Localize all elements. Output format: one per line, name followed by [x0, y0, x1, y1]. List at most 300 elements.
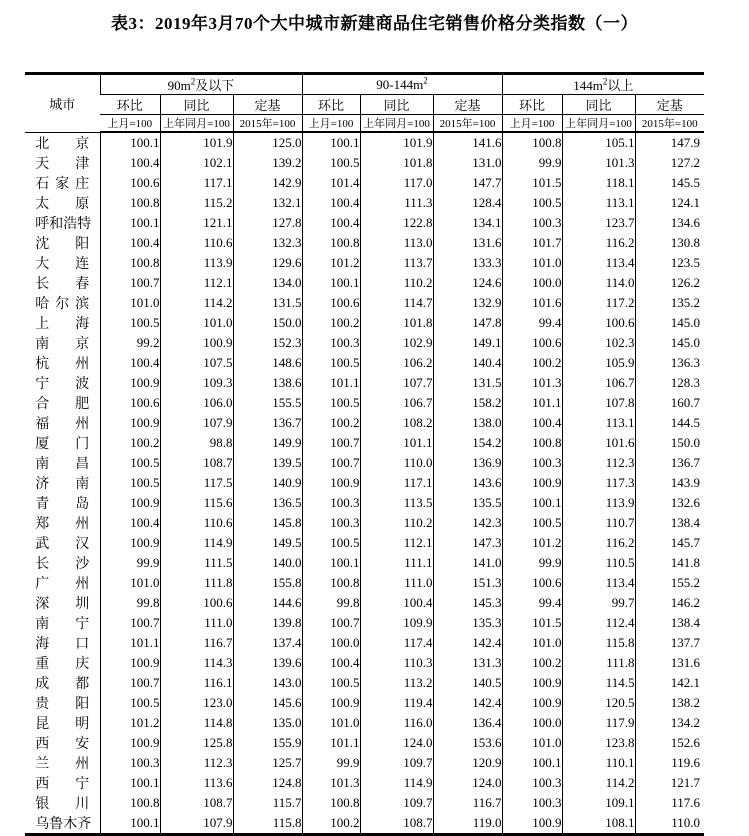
- value-cell: 101.0: [502, 633, 562, 653]
- value-cell: 100.8: [100, 193, 160, 213]
- table-row: [25, 213, 704, 233]
- value-cell: 100.1: [100, 813, 160, 835]
- value-cell: 101.2: [502, 533, 562, 553]
- value-cell: 136.7: [233, 413, 302, 433]
- value-cell: 116.7: [433, 793, 502, 813]
- city-cell: [25, 733, 100, 753]
- value-cell: 142.3: [433, 513, 502, 533]
- value-cell: 100.5: [502, 513, 562, 533]
- value-cell: 113.5: [360, 493, 433, 513]
- value-cell: 101.4: [302, 173, 360, 193]
- value-cell: 100.3: [502, 793, 562, 813]
- value-cell: 145.8: [233, 513, 302, 533]
- group-header-row: [25, 74, 704, 95]
- city-name: 银川: [35, 796, 90, 812]
- city-name: 福州: [35, 416, 90, 432]
- value-cell: 100.1: [100, 773, 160, 793]
- table-row: [25, 773, 704, 793]
- city-name: 成都: [35, 676, 90, 692]
- city-name: 昆明: [35, 716, 90, 732]
- value-cell: 101.1: [302, 733, 360, 753]
- value-cell: 102.3: [562, 333, 635, 353]
- value-cell: 100.2: [302, 313, 360, 333]
- value-cell: 116.1: [160, 673, 233, 693]
- value-cell: 138.0: [433, 413, 502, 433]
- city-name: 深圳: [35, 596, 90, 612]
- metric-header-cell: 同比: [562, 95, 635, 115]
- value-cell: 100.5: [302, 153, 360, 173]
- value-cell: 100.4: [100, 153, 160, 173]
- value-cell: 145.6: [233, 693, 302, 713]
- table-row: [25, 353, 704, 373]
- value-cell: 110.2: [360, 273, 433, 293]
- value-cell: 100.8: [302, 573, 360, 593]
- city-name: 上海: [35, 316, 90, 332]
- superscript: 2: [190, 76, 196, 87]
- value-cell: 118.1: [562, 173, 635, 193]
- value-cell: 136.3: [635, 353, 704, 373]
- value-cell: 100.9: [302, 693, 360, 713]
- value-cell: 110.0: [360, 453, 433, 473]
- value-cell: 101.7: [502, 233, 562, 253]
- value-cell: 110.3: [360, 653, 433, 673]
- value-cell: 100.2: [100, 433, 160, 453]
- value-cell: 132.9: [433, 293, 502, 313]
- value-cell: 100.9: [100, 653, 160, 673]
- base-header-cell: 上月=100: [302, 115, 360, 133]
- city-name: 贵阳: [35, 696, 90, 712]
- city-cell: [25, 773, 100, 793]
- value-cell: 139.5: [233, 453, 302, 473]
- value-cell: 107.5: [160, 353, 233, 373]
- value-cell: 100.4: [360, 593, 433, 613]
- value-cell: 113.9: [562, 493, 635, 513]
- value-cell: 99.9: [302, 753, 360, 773]
- table-row: [25, 473, 704, 493]
- city-cell: [25, 633, 100, 653]
- value-cell: 99.8: [100, 593, 160, 613]
- city-name: 沈阳: [35, 236, 90, 252]
- value-cell: 149.1: [433, 333, 502, 353]
- value-cell: 100.5: [302, 673, 360, 693]
- value-cell: 139.6: [233, 653, 302, 673]
- value-cell: 102.1: [160, 153, 233, 173]
- value-cell: 100.8: [502, 132, 562, 153]
- city-cell: [25, 573, 100, 593]
- table-row: [25, 153, 704, 173]
- table-row: [25, 413, 704, 433]
- value-cell: 100.8: [302, 793, 360, 813]
- table-row: [25, 813, 704, 835]
- value-cell: 100.3: [302, 493, 360, 513]
- value-cell: 132.1: [233, 193, 302, 213]
- value-cell: 136.4: [433, 713, 502, 733]
- value-cell: 110.0: [635, 813, 704, 835]
- value-cell: 150.0: [635, 433, 704, 453]
- value-cell: 100.1: [100, 213, 160, 233]
- group-label-part: 及以下: [195, 78, 235, 93]
- value-cell: 100.7: [100, 613, 160, 633]
- value-cell: 100.4: [302, 193, 360, 213]
- city-cell: [25, 293, 100, 313]
- group-label-part: 90m: [167, 78, 191, 93]
- value-cell: 134.1: [433, 213, 502, 233]
- city-name: 大连: [35, 256, 90, 272]
- metric-header-cell: 定基: [433, 95, 502, 115]
- value-cell: 113.4: [562, 253, 635, 273]
- city-name: 兰州: [35, 756, 90, 772]
- value-cell: 100.1: [302, 553, 360, 573]
- city-cell: [25, 813, 100, 835]
- page-title: 表3：2019年3月70个大中城市新建商品住宅销售价格分类指数（一）: [111, 14, 638, 33]
- city-name: 太原: [35, 196, 90, 212]
- value-cell: 100.5: [502, 193, 562, 213]
- value-cell: 100.4: [100, 513, 160, 533]
- value-cell: 116.2: [562, 233, 635, 253]
- table-row: [25, 673, 704, 693]
- value-cell: 100.8: [502, 433, 562, 453]
- value-cell: 142.1: [635, 673, 704, 693]
- value-cell: 138.4: [635, 613, 704, 633]
- metric-header-cell: 定基: [635, 95, 704, 115]
- value-cell: 134.0: [233, 273, 302, 293]
- city-name: 天津: [35, 156, 90, 172]
- table-row: [25, 533, 704, 553]
- table-row: [25, 613, 704, 633]
- value-cell: 129.6: [233, 253, 302, 273]
- value-cell: 101.1: [302, 373, 360, 393]
- city-name: 广州: [35, 576, 90, 592]
- table-row: [25, 273, 704, 293]
- city-name: 青岛: [35, 496, 90, 512]
- value-cell: 113.0: [360, 233, 433, 253]
- value-cell: 135.0: [233, 713, 302, 733]
- value-cell: 100.5: [302, 533, 360, 553]
- city-cell: [25, 253, 100, 273]
- value-cell: 101.9: [160, 132, 233, 153]
- metric-header-cell: 同比: [360, 95, 433, 115]
- value-cell: 111.5: [160, 553, 233, 573]
- value-cell: 111.8: [160, 573, 233, 593]
- base-header-cell: 上年同月=100: [360, 115, 433, 133]
- value-cell: 136.5: [233, 493, 302, 513]
- value-cell: 138.6: [233, 373, 302, 393]
- value-cell: 120.5: [562, 693, 635, 713]
- value-cell: 101.0: [100, 573, 160, 593]
- value-cell: 112.3: [160, 753, 233, 773]
- value-cell: 110.6: [160, 513, 233, 533]
- table-row: [25, 793, 704, 813]
- group-label-part: 144m: [573, 78, 603, 93]
- city-name: 郑州: [35, 516, 90, 532]
- value-cell: 101.1: [100, 633, 160, 653]
- value-cell: 101.2: [302, 253, 360, 273]
- value-cell: 99.9: [100, 553, 160, 573]
- city-name: 西安: [35, 736, 90, 752]
- city-cell: [25, 153, 100, 173]
- city-name: 南京: [35, 336, 90, 352]
- base-header-cell: 2015年=100: [635, 115, 704, 133]
- value-cell: 145.0: [635, 333, 704, 353]
- value-cell: 100.7: [100, 273, 160, 293]
- city-cell: [25, 473, 100, 493]
- value-cell: 100.1: [302, 273, 360, 293]
- value-cell: 117.3: [562, 473, 635, 493]
- value-cell: 101.8: [360, 153, 433, 173]
- value-cell: 113.1: [562, 413, 635, 433]
- value-cell: 136.9: [433, 453, 502, 473]
- table-row: [25, 333, 704, 353]
- value-cell: 100.8: [100, 253, 160, 273]
- city-cell: [25, 193, 100, 213]
- table-row: [25, 553, 704, 573]
- value-cell: 100.7: [100, 673, 160, 693]
- value-cell: 155.9: [233, 733, 302, 753]
- city-cell: [25, 313, 100, 333]
- value-cell: 109.9: [360, 613, 433, 633]
- value-cell: 109.7: [360, 793, 433, 813]
- city-name: 宁波: [35, 376, 90, 392]
- value-cell: 101.0: [100, 293, 160, 313]
- value-cell: 100.9: [100, 373, 160, 393]
- value-cell: 100.7: [302, 433, 360, 453]
- value-cell: 137.4: [233, 633, 302, 653]
- value-cell: 99.9: [502, 553, 562, 573]
- city-cell: [25, 673, 100, 693]
- value-cell: 113.7: [360, 253, 433, 273]
- value-cell: 100.3: [302, 333, 360, 353]
- value-cell: 100.5: [100, 693, 160, 713]
- value-cell: 116.7: [160, 633, 233, 653]
- value-cell: 124.8: [233, 773, 302, 793]
- value-cell: 135.5: [433, 493, 502, 513]
- city-cell: [25, 132, 100, 153]
- city-cell: [25, 593, 100, 613]
- city-name: 海口: [35, 636, 90, 652]
- value-cell: 132.6: [635, 493, 704, 513]
- value-cell: 100.9: [502, 813, 562, 835]
- value-cell: 133.3: [433, 253, 502, 273]
- value-cell: 111.0: [360, 573, 433, 593]
- city-name: 合肥: [35, 396, 90, 412]
- value-cell: 100.9: [100, 533, 160, 553]
- value-cell: 99.2: [100, 333, 160, 353]
- value-cell: 125.0: [233, 132, 302, 153]
- value-cell: 110.7: [562, 513, 635, 533]
- value-cell: 116.2: [562, 533, 635, 553]
- value-cell: 100.6: [502, 333, 562, 353]
- value-cell: 137.7: [635, 633, 704, 653]
- value-cell: 151.3: [433, 573, 502, 593]
- table-row: [25, 573, 704, 593]
- value-cell: 152.6: [635, 733, 704, 753]
- table-row: [25, 513, 704, 533]
- table-row: [25, 253, 704, 273]
- value-cell: 109.7: [360, 753, 433, 773]
- value-cell: 100.2: [502, 653, 562, 673]
- value-cell: 139.8: [233, 613, 302, 633]
- value-cell: 109.1: [562, 793, 635, 813]
- value-cell: 146.2: [635, 593, 704, 613]
- value-cell: 101.3: [562, 153, 635, 173]
- value-cell: 142.9: [233, 173, 302, 193]
- value-cell: 99.7: [562, 593, 635, 613]
- base-header-cell: 上年同月=100: [562, 115, 635, 133]
- value-cell: 100.6: [100, 173, 160, 193]
- value-cell: 100.7: [302, 613, 360, 633]
- value-cell: 100.5: [302, 393, 360, 413]
- value-cell: 101.0: [160, 313, 233, 333]
- value-cell: 155.8: [233, 573, 302, 593]
- city-name: 南昌: [35, 456, 90, 472]
- table-row: [25, 693, 704, 713]
- value-cell: 135.3: [433, 613, 502, 633]
- city-cell: [25, 353, 100, 373]
- value-cell: 98.8: [160, 433, 233, 453]
- city-name: 北京: [35, 136, 90, 152]
- value-cell: 107.8: [562, 393, 635, 413]
- value-cell: 140.0: [233, 553, 302, 573]
- value-cell: 107.9: [160, 413, 233, 433]
- city-cell: [25, 213, 100, 233]
- value-cell: 124.6: [433, 273, 502, 293]
- value-cell: 99.8: [302, 593, 360, 613]
- superscript: 2: [423, 75, 428, 86]
- value-cell: 110.1: [562, 753, 635, 773]
- metric-header-row: [25, 95, 704, 115]
- value-cell: 100.0: [502, 273, 562, 293]
- value-cell: 114.0: [562, 273, 635, 293]
- value-cell: 123.5: [635, 253, 704, 273]
- value-cell: 106.7: [562, 373, 635, 393]
- value-cell: 110.5: [562, 553, 635, 573]
- value-cell: 117.1: [360, 473, 433, 493]
- value-cell: 144.5: [635, 413, 704, 433]
- value-cell: 131.6: [433, 233, 502, 253]
- value-cell: 110.6: [160, 233, 233, 253]
- value-cell: 107.7: [360, 373, 433, 393]
- value-cell: 100.8: [100, 793, 160, 813]
- value-cell: 140.5: [433, 673, 502, 693]
- value-cell: 143.6: [433, 473, 502, 493]
- value-cell: 127.2: [635, 153, 704, 173]
- value-cell: 142.4: [433, 633, 502, 653]
- value-cell: 149.5: [233, 533, 302, 553]
- value-cell: 100.4: [302, 213, 360, 233]
- value-cell: 100.2: [302, 813, 360, 835]
- metric-header-cell: 环比: [302, 95, 360, 115]
- table-row: [25, 373, 704, 393]
- value-cell: 153.6: [433, 733, 502, 753]
- value-cell: 101.0: [502, 253, 562, 273]
- group-label-part: 以上: [607, 78, 634, 93]
- table-body: [25, 132, 704, 834]
- value-cell: 111.8: [562, 653, 635, 673]
- value-cell: 111.1: [360, 553, 433, 573]
- value-cell: 117.1: [160, 173, 233, 193]
- value-cell: 112.1: [360, 533, 433, 553]
- value-cell: 113.9: [160, 253, 233, 273]
- value-cell: 145.0: [635, 313, 704, 333]
- value-cell: 134.2: [635, 713, 704, 733]
- value-cell: 100.4: [502, 413, 562, 433]
- table-row: [25, 733, 704, 753]
- table-row: [25, 193, 704, 213]
- value-cell: 127.8: [233, 213, 302, 233]
- city-name: 厦门: [35, 436, 90, 452]
- city-cell: [25, 173, 100, 193]
- value-cell: 142.4: [433, 693, 502, 713]
- value-cell: 119.6: [635, 753, 704, 773]
- value-cell: 100.6: [100, 393, 160, 413]
- table-row: [25, 233, 704, 253]
- city-name: 杭州: [35, 356, 90, 372]
- city-cell: [25, 273, 100, 293]
- value-cell: 109.3: [160, 373, 233, 393]
- value-cell: 131.0: [433, 153, 502, 173]
- city-name: 呼和浩特: [35, 216, 92, 232]
- value-cell: 113.1: [562, 193, 635, 213]
- city-name: 南宁: [35, 616, 90, 632]
- value-cell: 100.3: [502, 453, 562, 473]
- value-cell: 100.3: [302, 513, 360, 533]
- base-header-cell: 上年同月=100: [160, 115, 233, 133]
- value-cell: 101.6: [502, 293, 562, 313]
- value-cell: 101.0: [302, 713, 360, 733]
- metric-header-cell: 定基: [233, 95, 302, 115]
- base-header-cell: 2015年=100: [233, 115, 302, 133]
- value-cell: 158.2: [433, 393, 502, 413]
- value-cell: 112.1: [160, 273, 233, 293]
- value-cell: 121.1: [160, 213, 233, 233]
- table-row: [25, 132, 704, 153]
- value-cell: 100.3: [502, 773, 562, 793]
- price-index-table: [25, 72, 704, 836]
- value-cell: 125.7: [233, 753, 302, 773]
- value-cell: 100.5: [100, 313, 160, 333]
- value-cell: 100.4: [100, 233, 160, 253]
- value-cell: 115.8: [233, 813, 302, 835]
- metric-header-cell: 同比: [160, 95, 233, 115]
- value-cell: 100.3: [100, 753, 160, 773]
- value-cell: 106.7: [360, 393, 433, 413]
- value-cell: 123.7: [562, 213, 635, 233]
- value-cell: 155.5: [233, 393, 302, 413]
- city-cell: [25, 753, 100, 773]
- value-cell: 122.8: [360, 213, 433, 233]
- value-cell: 100.8: [302, 233, 360, 253]
- value-cell: 108.7: [360, 813, 433, 835]
- value-cell: 140.4: [433, 353, 502, 373]
- value-cell: 131.6: [635, 653, 704, 673]
- city-name: 济南: [35, 476, 90, 492]
- value-cell: 100.2: [502, 353, 562, 373]
- value-cell: 149.9: [233, 433, 302, 453]
- value-cell: 150.0: [233, 313, 302, 333]
- city-cell: [25, 693, 100, 713]
- metric-header-cell: 环比: [502, 95, 562, 115]
- value-cell: 113.4: [562, 573, 635, 593]
- value-cell: 114.3: [160, 653, 233, 673]
- value-cell: 101.3: [502, 373, 562, 393]
- city-cell: [25, 493, 100, 513]
- table-row: [25, 313, 704, 333]
- value-cell: 107.9: [160, 813, 233, 835]
- value-cell: 144.6: [233, 593, 302, 613]
- value-cell: 131.3: [433, 653, 502, 673]
- city-cell: [25, 433, 100, 453]
- table-row: [25, 173, 704, 193]
